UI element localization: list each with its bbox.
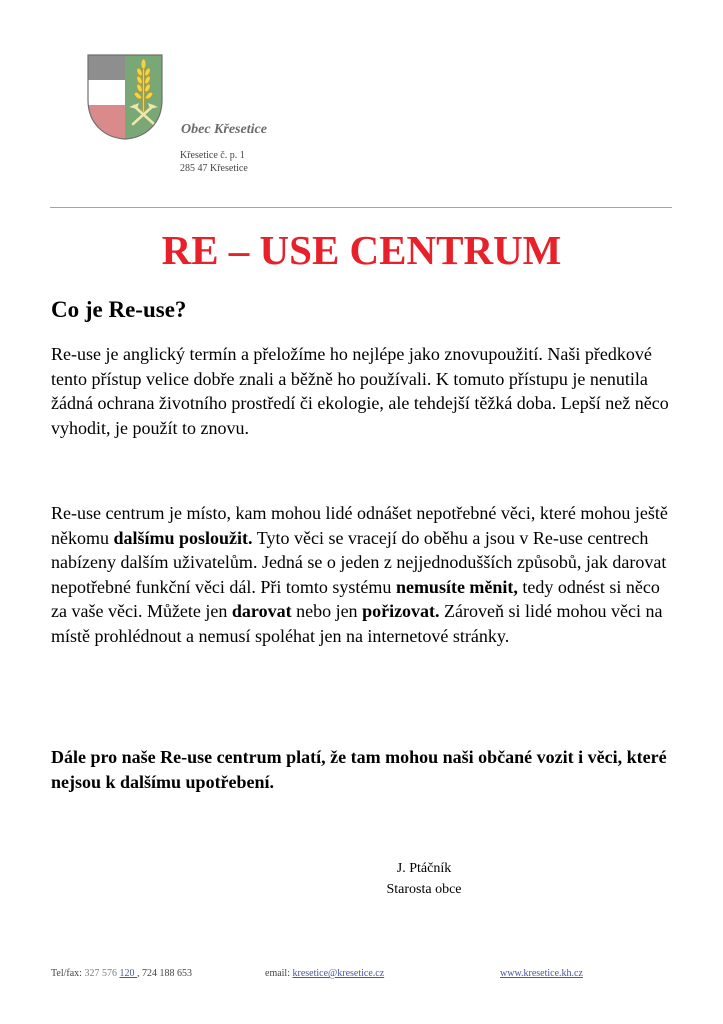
footer-contact — [51, 968, 671, 979]
address-line-1: Křesetice č. p. 1 — [180, 150, 245, 161]
document-title: RE – USE CENTRUM — [161, 227, 562, 273]
paragraph-text: Zároveň si lidé mohou věci na místě prohlédnout a nemusí spoléhat jen na internetové stránky. — [51, 601, 663, 646]
website-link[interactable]: www.kresetice.kh.cz — [500, 968, 583, 979]
phone-number-part: 327 576 — [84, 968, 120, 979]
section-heading: Co je Re-use? — [51, 297, 187, 322]
paragraph-what-is-reuse: Re-use je anglický termín a přeložíme ho nejlépe jako znovupoužití. Naši předkové tento přístup velice dobře znali a běžně ho používali. K tomuto přístupu je nenutila žádná ochrana životního prostředí či ekologie, ale tehdejší těžká doba. Lepší než něco vyhodit, je použít to znovu. — [51, 344, 669, 438]
email-link[interactable]: kresetice@kresetice.cz — [292, 968, 385, 979]
coat-of-arms-logo — [87, 54, 163, 140]
header-divider — [50, 207, 672, 208]
email-block — [265, 968, 384, 979]
paragraph-text: nebo jen — [291, 601, 363, 621]
email-label: email: — [265, 968, 293, 979]
organization-address — [180, 149, 248, 175]
phone-label: Tel/fax: — [51, 968, 85, 979]
phone-extension-link[interactable]: 120 — [119, 968, 137, 979]
website-block — [500, 968, 583, 979]
emphasis-text: dalšímu posloužit. — [113, 527, 253, 548]
organization-name: Obec Křesetice — [181, 122, 267, 137]
paragraph-text: Tyto věci se vracejí do oběhu a jsou v Re-use centrech nabízeny dalším uživatelům. Jedná se o jeden z nejjednodušších způsobů, jak darovat nepotřebné funkční věci dál. Při tomto systému — [51, 527, 667, 597]
address-line-2: 285 47 Křesetice — [180, 163, 248, 174]
paragraph-bold-notice: Dále pro naše Re-use centrum platí, že tam mohou naši občané vozit i věci, které nejsou k dalšímu upotřebení. — [51, 747, 667, 792]
signatory-role: Starosta obce — [386, 882, 462, 897]
signature-block — [370, 858, 478, 900]
paragraph-text: Re-use centrum je místo, kam mohou lidé odnášet nepotřebné věci, které mohou ještě někomu — [51, 503, 668, 548]
paragraph-reuse-centre — [51, 501, 675, 648]
paragraph-text: tedy odnést si něco za vaše věci. Můžete jen — [51, 576, 660, 621]
emphasis-text: nemusíte měnit, — [395, 576, 518, 597]
emphasis-text: darovat — [231, 601, 292, 621]
phone-separator: , — [136, 968, 142, 979]
mobile-number: 724 188 653 — [141, 968, 192, 979]
emphasis-text: pořizovat. — [362, 601, 440, 621]
signatory-name: J. Ptáčník — [396, 861, 452, 876]
